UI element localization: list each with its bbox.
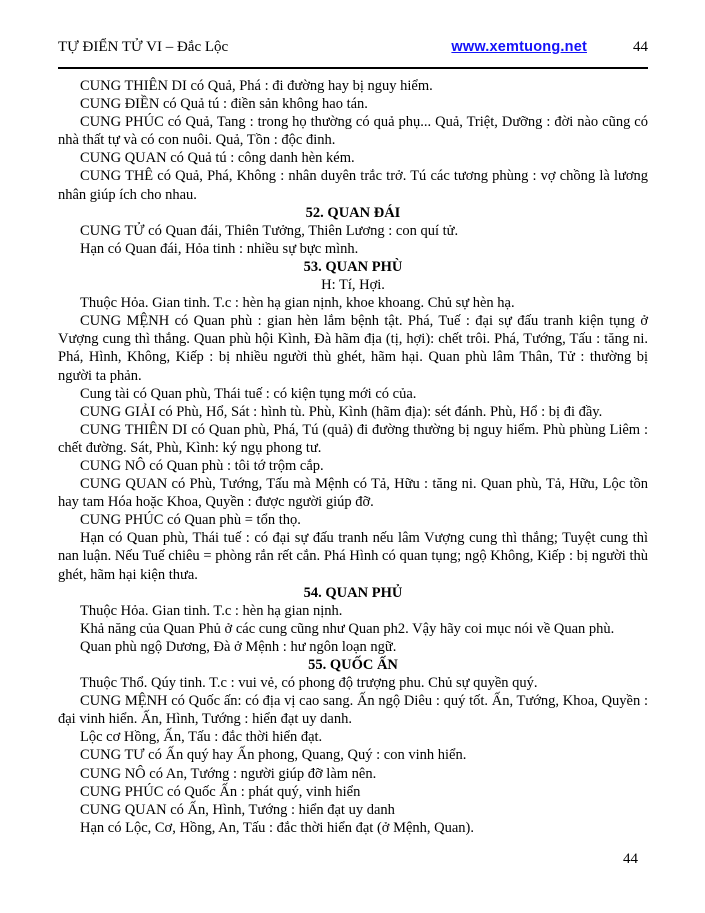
paragraph: CUNG PHÚC có Quốc Ấn : phát quý, vinh hiển (80, 783, 361, 800)
section-subheading: H: Tí, Hợi. (321, 277, 385, 294)
paragraph: Thuộc Hỏa. Gian tinh. T.c : hèn hạ gian nịnh, khoe khoang. Chủ sự hèn hạ. (80, 295, 515, 312)
page-footer (58, 850, 648, 868)
section-heading: 54. QUAN PHỦ (303, 584, 403, 601)
paragraph: Thuộc Thổ. Qúy tinh. T.c : vui vẻ, có phong độ trượng phu. Chủ sự quyền quý. (80, 675, 538, 692)
paragraph: CUNG THIÊN DI có Quả, Phá : đi đường hay bị nguy hiểm. (80, 78, 433, 94)
section-heading: 52. QUAN ĐÁI (305, 204, 401, 221)
paragraph: CUNG MỆNH có Quốc ấn: có địa vị cao sang. Ấn ngộ Diêu : quý tốt. Ấn, Tướng, Khoa, Quyền : đại vinh hiển. Ấn, Hình, Tướng : hiển đạt uy danh. (58, 693, 648, 728)
paragraph: CUNG QUAN có Quả tú : công danh hèn kém. (80, 150, 355, 167)
header-right (451, 38, 648, 56)
paragraph: CUNG NÔ có An, Tướng : người giúp đỡ làm nên. (80, 765, 377, 782)
website-link[interactable]: www.xemtuong.net (451, 39, 587, 55)
paragraph: CUNG TƯ có Ấn quý hay Ấn phong, Quang, Quý : con vinh hiển. (80, 747, 467, 764)
paragraph: Hạn có Quan phù, Thái tuế : có đại sự đấu tranh nếu lâm Vượng cung thì thắng; Tuyệt cung thì nan luận. Nếu Tuế chiêu = phòng rắn rết cắn. Phá Hình có quan tụng; ngộ Không, Kiếp : bị người thù ghét, hãm hại kiện thưa. (58, 530, 648, 583)
footer-page-number: 44 (623, 850, 638, 867)
document-title: TỰ ĐIỂN TỬ VI – Đắc Lộc (58, 39, 229, 55)
paragraph: CUNG THÊ có Quả, Phá, Không : nhân duyên trắc trở. Tú các tương phùng : vợ chồng là lương nhân giúp ích cho nhau. (58, 168, 648, 203)
paragraph: CUNG MỆNH có Quan phù : gian hèn lắm bệnh tật. Phá, Tuế : đại sự đấu tranh kiện tụng ở Vượng cung thì thắng. Quan phù hội Kình, Đà hãm địa (tị, hợi): chết trôi. Phá, Tướng, Tấu : tăng ni. Phá, Hình, Không, Kiếp : bị nhiều người thù ghét, hãm hại. Quan phù lâm Thân, Tử : thường bị người ta phản. (58, 313, 648, 384)
paragraph: Thuộc Hỏa. Gian tinh. T.c : hèn hạ gian nịnh. (80, 602, 343, 619)
paragraph: CUNG THIÊN DI có Quan phù, Phá, Tú (quả) đi đường thường bị nguy hiểm. Phù phùng Liêm : chết đường. Sát, Phù, Kình: ký ngụ phong tư. (58, 421, 648, 456)
paragraph: CUNG ĐIỀN có Quả tú : điền sản không hao tán. (80, 96, 368, 113)
paragraph: Cung tài có Quan phù, Thái tuế : có kiện tụng mới có của. (80, 385, 417, 402)
paragraph: Quan phù ngộ Dương, Đà ở Mệnh : hư ngôn loạn ngữ. (80, 638, 397, 655)
paragraph: CUNG TỬ có Quan đái, Thiên Tưởng, Thiên Lương : con quí tử. (80, 222, 459, 239)
header-divider (58, 67, 648, 69)
paragraph: CUNG PHÚC có Quan phù = tổn thọ. (80, 512, 301, 529)
page-header (58, 38, 648, 56)
paragraph: Khả năng của Quan Phủ ở các cung cũng như Quan ph2. Vậy hãy coi mục nói về Quan phù. (80, 620, 615, 637)
section-heading: 53. QUAN PHÙ (303, 258, 403, 275)
paragraph: Lộc cơ Hồng, Ấn, Tấu : đắc thời hiển đạt. (80, 729, 323, 746)
document-content (58, 77, 648, 837)
paragraph: Hạn có Lộc, Cơ, Hồng, An, Tấu : đắc thời hiển đạt (ở Mệnh, Quan). (80, 819, 475, 836)
header-page-number: 44 (633, 39, 648, 55)
paragraph: CUNG PHÚC có Quả, Tang : trong họ thường có quả phụ... Quả, Triệt, Dưỡng : đời nào cũng có nhà thất tự và có con nuôi. Quả, Tồn : độc đinh. (58, 114, 648, 149)
paragraph: CUNG QUAN có Phù, Tướng, Tấu mà Mệnh có Tả, Hữu : tăng ni. Quan phù, Tả, Hữu, Lộc tồn hay tam Hóa hoặc Khoa, Quyền : được người giúp đỡ. (58, 476, 648, 511)
paragraph: Hạn có Quan đái, Hỏa tinh : nhiều sự bực mình. (80, 240, 359, 257)
paragraph: CUNG QUAN có Ấn, Hình, Tướng : hiển đạt uy danh (80, 801, 395, 818)
paragraph: CUNG GIẢI có Phù, Hổ, Sát : hình tù. Phù, Kình (hãm địa): sét đánh. Phù, Hổ : bị đi đầy. (80, 403, 603, 420)
section-heading: 55. QUỐC ẤN (308, 657, 398, 673)
paragraph: CUNG NÔ có Quan phù : tôi tớ trộm cắp. (80, 457, 324, 474)
